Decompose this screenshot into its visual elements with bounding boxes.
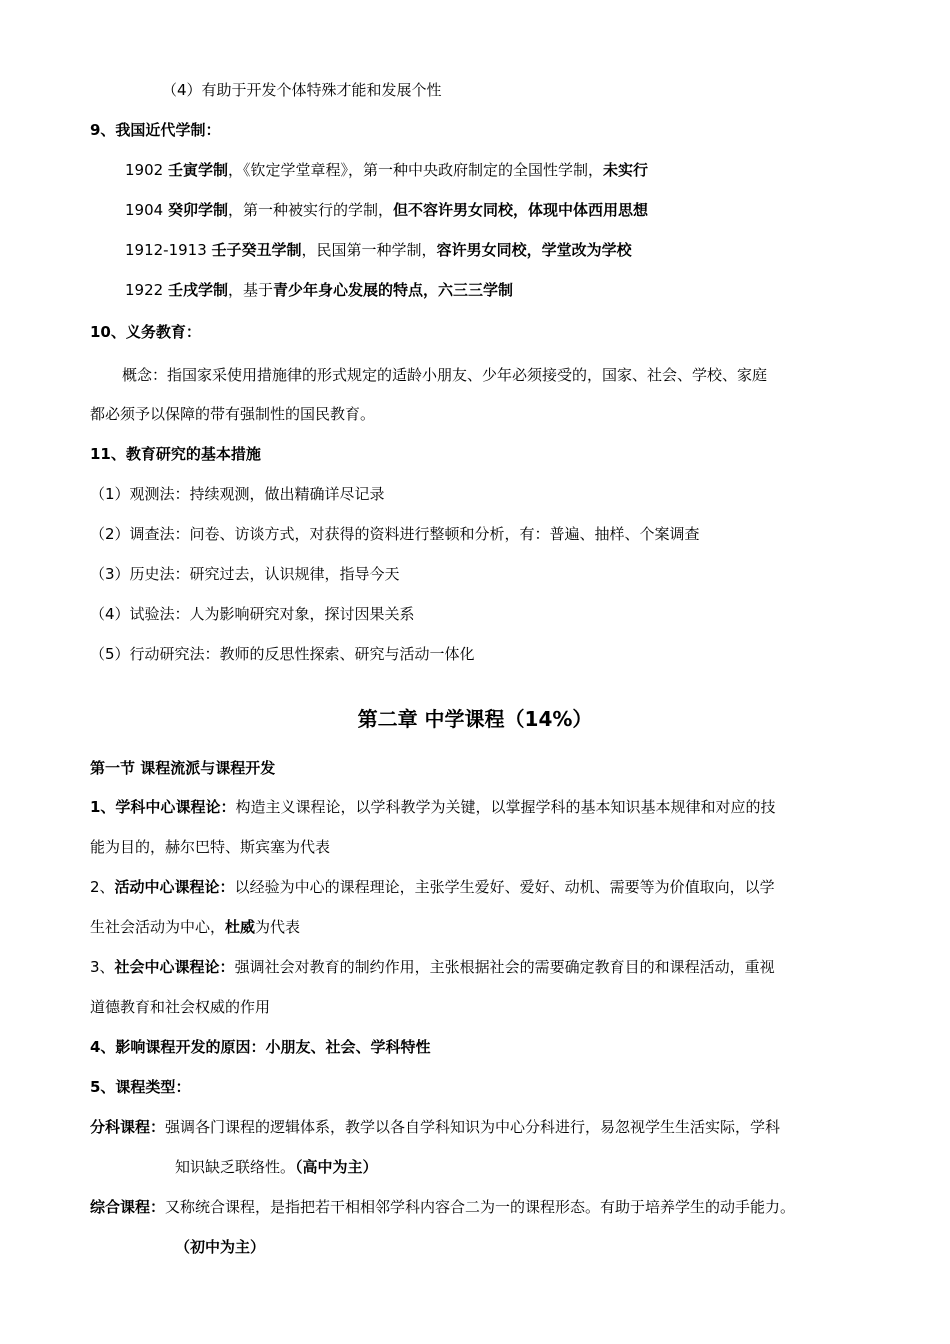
term: 壬戌学制 bbox=[167, 281, 228, 299]
term: 1、学科中心课程论： bbox=[90, 798, 236, 816]
list-item bbox=[125, 200, 648, 220]
list-item bbox=[125, 280, 513, 300]
list-item: （3）历史法：研究过去，认识规律，指导今天 bbox=[90, 565, 400, 583]
section-heading: 4、影响课程开发的原因：小朋友、社会、学科特性 bbox=[90, 1038, 431, 1056]
section-heading: 11、教育研究的基本措施 bbox=[90, 445, 261, 463]
paragraph-line bbox=[175, 1157, 378, 1177]
year: 1904 bbox=[125, 201, 168, 219]
year: 1902 bbox=[125, 161, 168, 179]
paragraph-line bbox=[90, 1117, 780, 1137]
text: 生社会活动为中心， bbox=[90, 918, 226, 936]
paragraph-line bbox=[90, 1197, 795, 1217]
paragraph-line: 都必须予以保障的带有强制性的国民教育。 bbox=[90, 405, 376, 423]
emphasis: 未实行 bbox=[602, 161, 648, 179]
text: 强调社会对教育的制约作用，主张根据社会的需要确定教育目的和课程活动，重视 bbox=[234, 958, 775, 976]
paragraph-line: 能为目的，赫尔巴特、斯宾塞为代表 bbox=[90, 838, 331, 856]
year: 1922 bbox=[125, 281, 168, 299]
list-item: （5）行动研究法：教师的反思性探索、研究与活动一体化 bbox=[90, 645, 475, 663]
text: 为代表 bbox=[255, 918, 301, 936]
term: 分科课程： bbox=[90, 1118, 166, 1136]
paragraph-line: 概念：指国家采使用措施律的形式规定的适龄小朋友、少年必须接受的，国家、社会、学校、家庭 bbox=[122, 366, 768, 384]
number: 3、 bbox=[90, 958, 115, 976]
list-item: （2）调查法：问卷、访谈方式，对获得的资料进行整顿和分析，有：普遍、抽样、个案调查 bbox=[90, 525, 700, 543]
term: 壬子癸丑学制 bbox=[211, 241, 302, 259]
section-subtitle: 第一节 课程流派与课程开发 bbox=[90, 759, 276, 777]
list-item: （4）有助于开发个体特殊才能和发展个性 bbox=[162, 81, 442, 99]
list-item: （4）试验法：人为影响研究对象，探讨因果关系 bbox=[90, 605, 415, 623]
section-heading: 9、我国近代学制： bbox=[90, 121, 221, 139]
paragraph-line bbox=[90, 957, 775, 977]
paragraph-line: （初中为主） bbox=[175, 1238, 266, 1256]
list-item bbox=[125, 160, 648, 180]
number: 2、 bbox=[90, 878, 115, 896]
list-item bbox=[125, 240, 632, 260]
text: 以经验为中心的课程理论，主张学生爱好、爱好、动机、需要等为价值取向，以学 bbox=[234, 878, 775, 896]
emphasis: （高中为主） bbox=[295, 1158, 378, 1176]
emphasis: 容许男女同校，学堂改为学校 bbox=[436, 241, 632, 259]
text: ，《钦定学堂章程》，第一种中央政府制定的全国性学制， bbox=[227, 161, 603, 179]
paragraph-line: 道德教育和社会权威的作用 bbox=[90, 998, 271, 1016]
term: 癸卯学制 bbox=[167, 201, 228, 219]
emphasis: 但不容许男女同校，体现中体西用思想 bbox=[392, 201, 648, 219]
paragraph-line bbox=[90, 877, 775, 897]
emphasis: 青少年身心发展的特点，六三三学制 bbox=[272, 281, 513, 299]
paragraph-line bbox=[90, 797, 775, 817]
paragraph-line bbox=[90, 917, 300, 937]
chapter-title: 第二章 中学课程（14%） bbox=[357, 707, 593, 731]
text: ，民国第一种学制， bbox=[301, 241, 437, 259]
text: ，第一种被实行的学制， bbox=[227, 201, 393, 219]
section-heading: 10、义务教育： bbox=[90, 323, 201, 341]
text: 又称统合课程，是指把若干相相邻学科内容合二为一的课程形态。有助于培养学生的动手能力。 bbox=[165, 1198, 796, 1216]
text: 知识缺乏联络性。 bbox=[175, 1158, 296, 1176]
text: ，基于 bbox=[227, 281, 273, 299]
year: 1912-1913 bbox=[125, 241, 212, 259]
term: 社会中心课程论： bbox=[114, 958, 235, 976]
section-heading: 5、课程类型： bbox=[90, 1078, 191, 1096]
term: 活动中心课程论： bbox=[114, 878, 235, 896]
term: 综合课程： bbox=[90, 1198, 166, 1216]
term: 壬寅学制 bbox=[167, 161, 228, 179]
text: 强调各门课程的逻辑体系，教学以各自学科知识为中心分科进行，易忽视学生生活实际，学科 bbox=[165, 1118, 781, 1136]
list-item: （1）观测法：持续观测，做出精确详尽记录 bbox=[90, 485, 385, 503]
text: 构造主义课程论，以学科教学为关键，以掌握学科的基本知识基本规律和对应的技 bbox=[235, 798, 776, 816]
emphasis: 杜威 bbox=[225, 918, 256, 936]
